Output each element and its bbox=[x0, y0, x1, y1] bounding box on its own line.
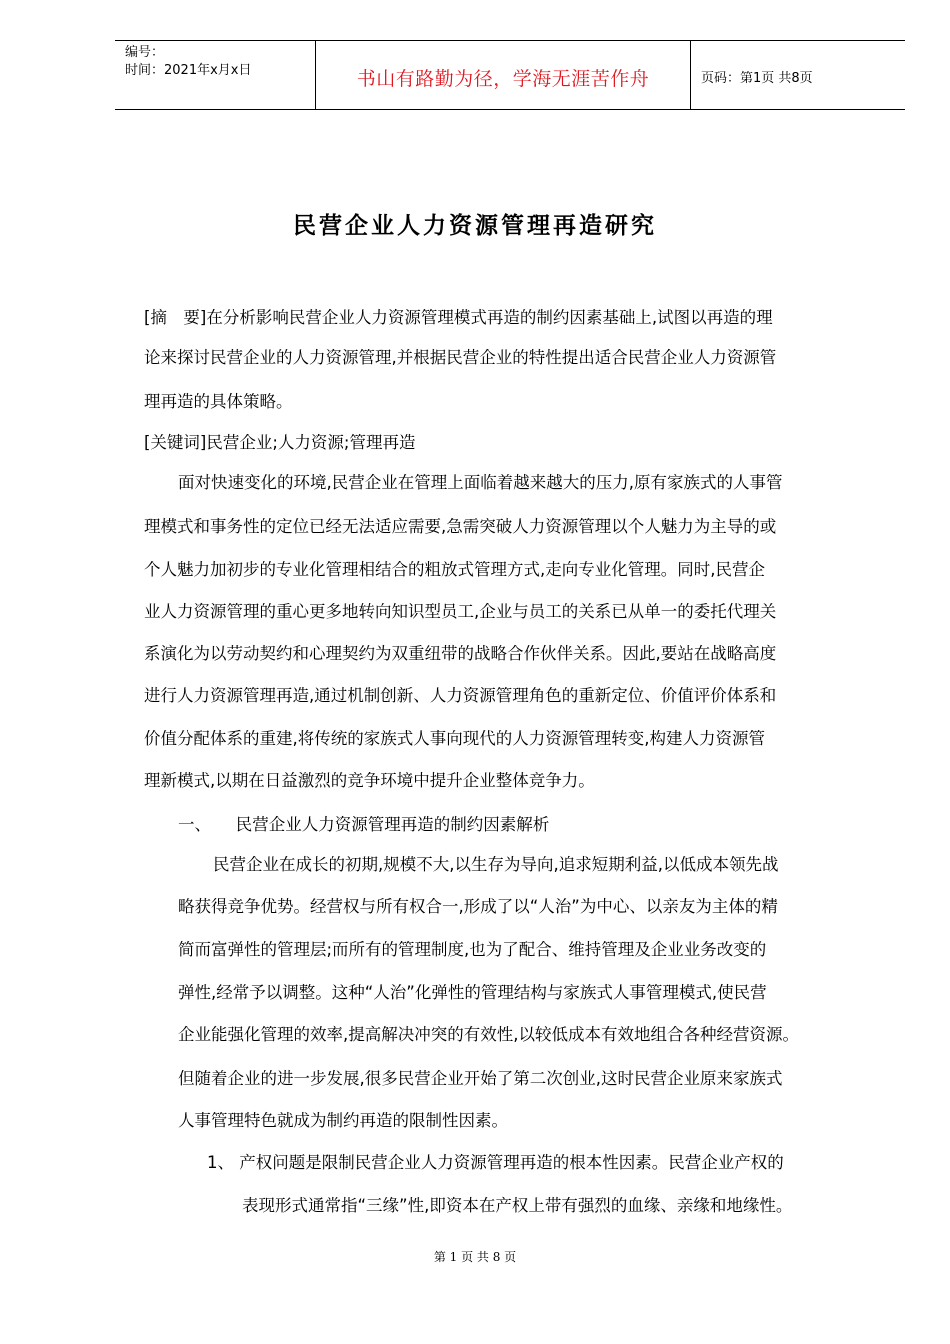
paragraph-line: 弹性,经常予以调整。这种“人治”化弹性的管理结构与家族式人事管理模式,使民营 bbox=[178, 983, 767, 1002]
list-item: 1、 产权问题是限制民营企业人力资源管理再造的根本性因素。民营企业产权的 bbox=[207, 1153, 784, 1172]
abstract-line: 论来探讨民营企业的人力资源管理,并根据民营企业的特性提出适合民营企业人力资源管 bbox=[144, 348, 777, 367]
header-page-info: 页码：第1页 共8页 bbox=[701, 71, 813, 86]
document-number-label: 编号： bbox=[125, 45, 165, 60]
paragraph-line: 略获得竞争优势。经营权与所有权合一,形成了以“人治”为中心、以亲友为主体的精 bbox=[178, 897, 778, 916]
section-heading: 一、 民营企业人力资源管理再造的制约因素解析 bbox=[178, 815, 550, 834]
paragraph-line: 民营企业在成长的初期,规模不大,以生存为导向,追求短期利益,以低成本领先战 bbox=[213, 855, 779, 874]
header-table bbox=[115, 40, 905, 110]
document-date-label: 时间：2021年x月x日 bbox=[125, 63, 252, 78]
paragraph-line: 个人魅力加初步的专业化管理相结合的粗放式管理方式,走向专业化管理。同时,民营企 bbox=[144, 560, 765, 579]
paragraph-line: 系演化为以劳动契约和心理契约为双重纽带的战略合作伙伴关系。因此,要站在战略高度 bbox=[144, 644, 777, 663]
paragraph-line: 人事管理特色就成为制约再造的限制性因素。 bbox=[178, 1111, 508, 1130]
document-title: 民营企业人力资源管理再造研究 bbox=[293, 212, 657, 239]
paragraph-line: 业人力资源管理的重心更多地转向知识型员工,企业与员工的关系已从单一的委托代理关 bbox=[144, 602, 777, 621]
header-motto-cell bbox=[315, 41, 691, 109]
list-item-continuation: 表现形式通常指“三缘”性,即资本在产权上带有强烈的血缘、亲缘和地缘性。 bbox=[242, 1196, 793, 1215]
page-footer: 第 1 页 共 8 页 bbox=[433, 1250, 517, 1264]
abstract-line: 理再造的具体策略。 bbox=[144, 392, 293, 411]
header-meta-cell bbox=[115, 41, 315, 109]
header-motto: 书山有路勤为径，学海无涯苦作舟 bbox=[356, 68, 650, 90]
header-page-cell bbox=[691, 41, 905, 109]
keywords-line: [关键词]民营企业;人力资源;管理再造 bbox=[144, 433, 416, 452]
paragraph-line: 简而富弹性的管理层;而所有的管理制度,也为了配合、维持管理及企业业务改变的 bbox=[178, 940, 767, 959]
paragraph-line: 价值分配体系的重建,将传统的家族式人事向现代的人力资源管理转变,构建人力资源管 bbox=[144, 729, 765, 748]
paragraph-line: 理模式和事务性的定位已经无法适应需要,急需突破人力资源管理以个人魅力为主导的或 bbox=[144, 517, 777, 536]
paragraph-line: 企业能强化管理的效率,提高解决冲突的有效性,以较低成本有效地组合各种经营资源。 bbox=[178, 1025, 799, 1044]
paragraph-line: 但随着企业的进一步发展,很多民营企业开始了第二次创业,这时民营企业原来家族式 bbox=[178, 1069, 783, 1088]
paragraph-line: 理新模式,以期在日益激烈的竞争环境中提升企业整体竞争力。 bbox=[144, 771, 595, 790]
abstract-line: [摘 要]在分析影响民营企业人力资源管理模式再造的制约因素基础上,试图以再造的理 bbox=[144, 308, 773, 327]
paragraph-line: 面对快速变化的环境,民营企业在管理上面临着越来越大的压力,原有家族式的人事管 bbox=[178, 473, 783, 492]
paragraph-line: 进行人力资源管理再造,通过机制创新、人力资源管理角色的重新定位、价值评价体系和 bbox=[144, 686, 777, 705]
